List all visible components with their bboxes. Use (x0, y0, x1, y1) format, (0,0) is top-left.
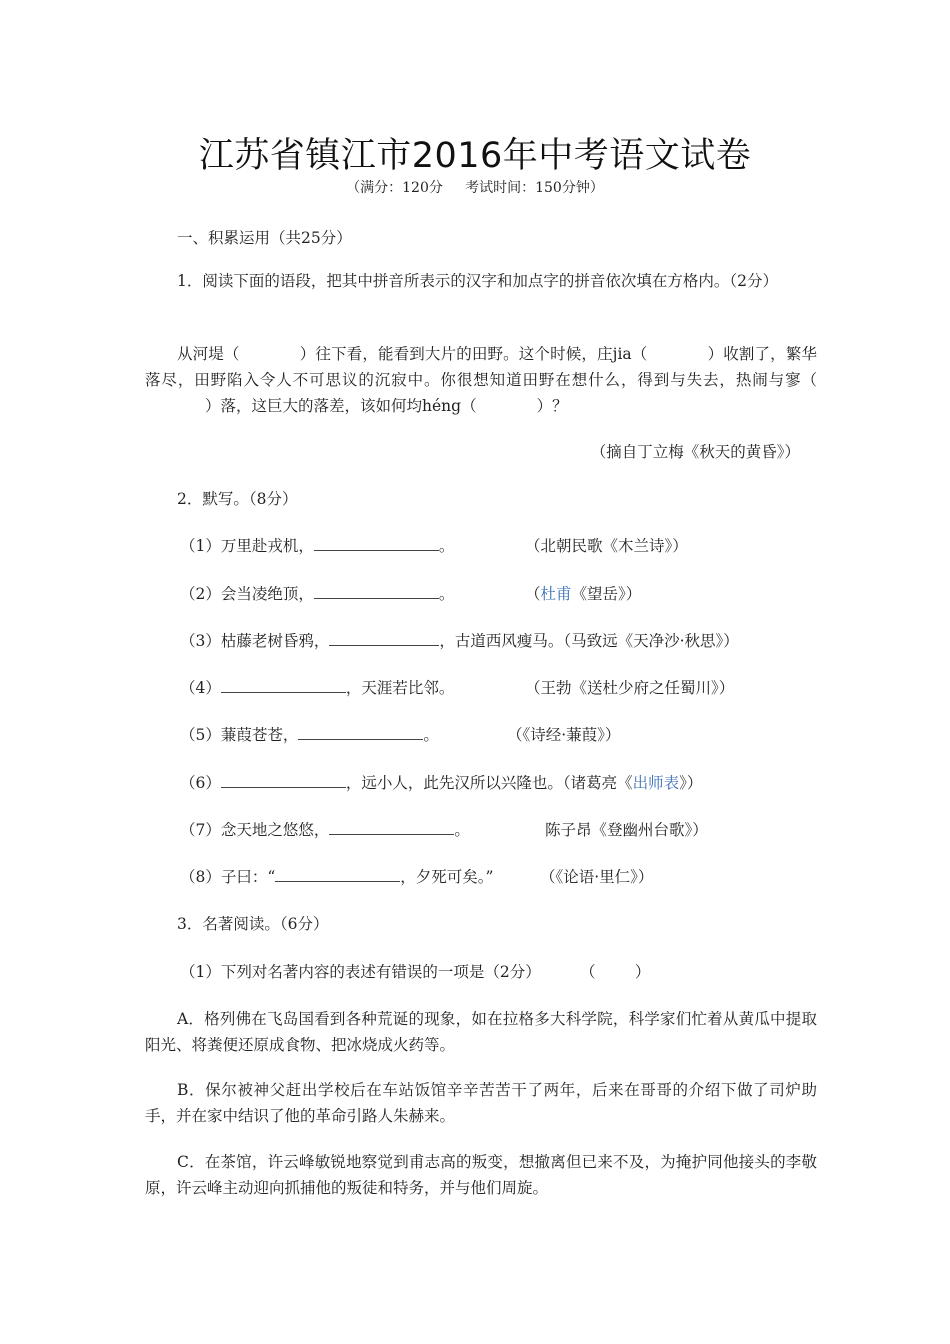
answer-blank[interactable] (275, 867, 400, 882)
item-text: ，远小人，此先汉所以兴隆也。（诸葛亮《 (345, 774, 633, 792)
recitation-item (180, 865, 493, 887)
option-b: B．保尔被神父赶出学校后在车站饭馆辛辛苦苦干了两年，后来在哥哥的介绍下做了司炉助手，并在家中结识了他的革命引路人朱赫来。 (145, 1081, 817, 1125)
item-text: （8）子曰：“ (180, 868, 276, 886)
item-text: 。 (423, 726, 439, 744)
item-text: 《望岳》） (571, 585, 642, 603)
item-text: （ (525, 585, 541, 603)
passage-part: ）落，这巨大的落差，该如何均 (205, 397, 423, 415)
question-3-sub1: （1）下列对名著内容的表述有错误的一项是（2分） (180, 963, 541, 981)
item-text: （4） (180, 679, 221, 697)
item-source: （《诗经·蒹葭》） (507, 726, 621, 744)
answer-paren[interactable]: （ ） (580, 963, 651, 981)
item-text: 。 (438, 537, 455, 555)
answer-blank[interactable] (298, 725, 423, 740)
item-text: （6） (180, 774, 221, 792)
pinyin: jia（ (612, 345, 648, 363)
recitation-item (180, 818, 470, 840)
question-1-passage (145, 341, 817, 419)
option-c: C．在茶馆，许云峰敏锐地察觉到甫志高的叛变，想撤离但已来不及，为掩护同他接头的李敬原，许云峰主动迎向抓捕他的叛徒和特务，并与他们周旋。 (145, 1153, 817, 1197)
question-2-heading: 2．默写。（8分） (177, 490, 298, 508)
item-text: （7）念天地之悠悠， (180, 821, 330, 839)
exam-info: （满分：120分 考试时间：150分钟） (346, 180, 604, 196)
item-text: ，古道西风瘦马。（马致远《天净沙·秋思》） (439, 632, 739, 650)
answer-blank[interactable] (314, 584, 439, 599)
recitation-item (180, 534, 454, 556)
recitation-item (180, 676, 454, 698)
essay-link[interactable]: 出师表 (632, 774, 680, 792)
passage-source: （摘自丁立梅《秋天的黄昏》） (590, 443, 800, 461)
item-text: 。 (454, 821, 470, 839)
question-3-heading: 3．名著阅读。（6分） (177, 915, 329, 933)
item-source: （《论语·里仁》） (540, 868, 654, 886)
item-source: （北朝民歌《木兰诗》） (525, 537, 688, 555)
item-text: （2）会当凌绝顶， (180, 585, 314, 603)
item-text: ，天涯若比邻。 (345, 679, 455, 697)
recitation-item (180, 629, 739, 651)
item-text: （5）蒹葭苍苍， (180, 726, 299, 744)
section-heading: 一、积累运用（共25分） (177, 229, 352, 247)
answer-blank[interactable] (221, 773, 346, 788)
item-source: （王勃《送杜少府之任蜀川》） (525, 679, 735, 697)
item-text: ，夕死可矣。” (400, 868, 494, 886)
passage-part: ）收割了，繁华落尽，田野陷入令人不可思议的沉寂中。你很想知道田野在想什么，得到与失去，热闹与寥（ (145, 345, 817, 389)
page-title: 江苏省镇江市2016年中考语文试卷 (198, 136, 752, 176)
answer-blank[interactable] (329, 631, 439, 646)
recitation-item (180, 771, 702, 793)
option-a: A．格列佛在飞岛国看到各种荒诞的现象，如在拉格多大科学院，科学家们忙着从黄瓜中提取阳光、将粪便还原成食物、把冰烧成火药等。 (145, 1010, 817, 1054)
question-1-stem: 1．阅读下面的语段，把其中拼音所表示的汉字和加点字的拼音依次填在方格内。（2分） (177, 272, 778, 290)
item-source (525, 582, 641, 604)
passage-part: ）往下看，能看到大片的田野。这个时候，庄 (299, 345, 613, 363)
item-text: 》） (679, 774, 703, 792)
item-text: （1）万里赴戎机， (180, 537, 314, 555)
item-source: 陈子昂《登幽州台歌》） (545, 821, 708, 839)
passage-part: 从河堤（ (177, 345, 240, 363)
answer-blank[interactable] (221, 678, 346, 693)
pinyin: héng（ (422, 397, 477, 415)
answer-blank[interactable] (314, 536, 439, 551)
recitation-item (180, 582, 454, 604)
item-text: 。 (438, 585, 455, 603)
recitation-item (180, 723, 439, 745)
poet-link[interactable]: 杜甫 (540, 585, 572, 603)
passage-part: ）？ (536, 397, 568, 415)
answer-blank[interactable] (329, 820, 454, 835)
item-text: （3）枯藤老树昏鸦， (180, 632, 330, 650)
